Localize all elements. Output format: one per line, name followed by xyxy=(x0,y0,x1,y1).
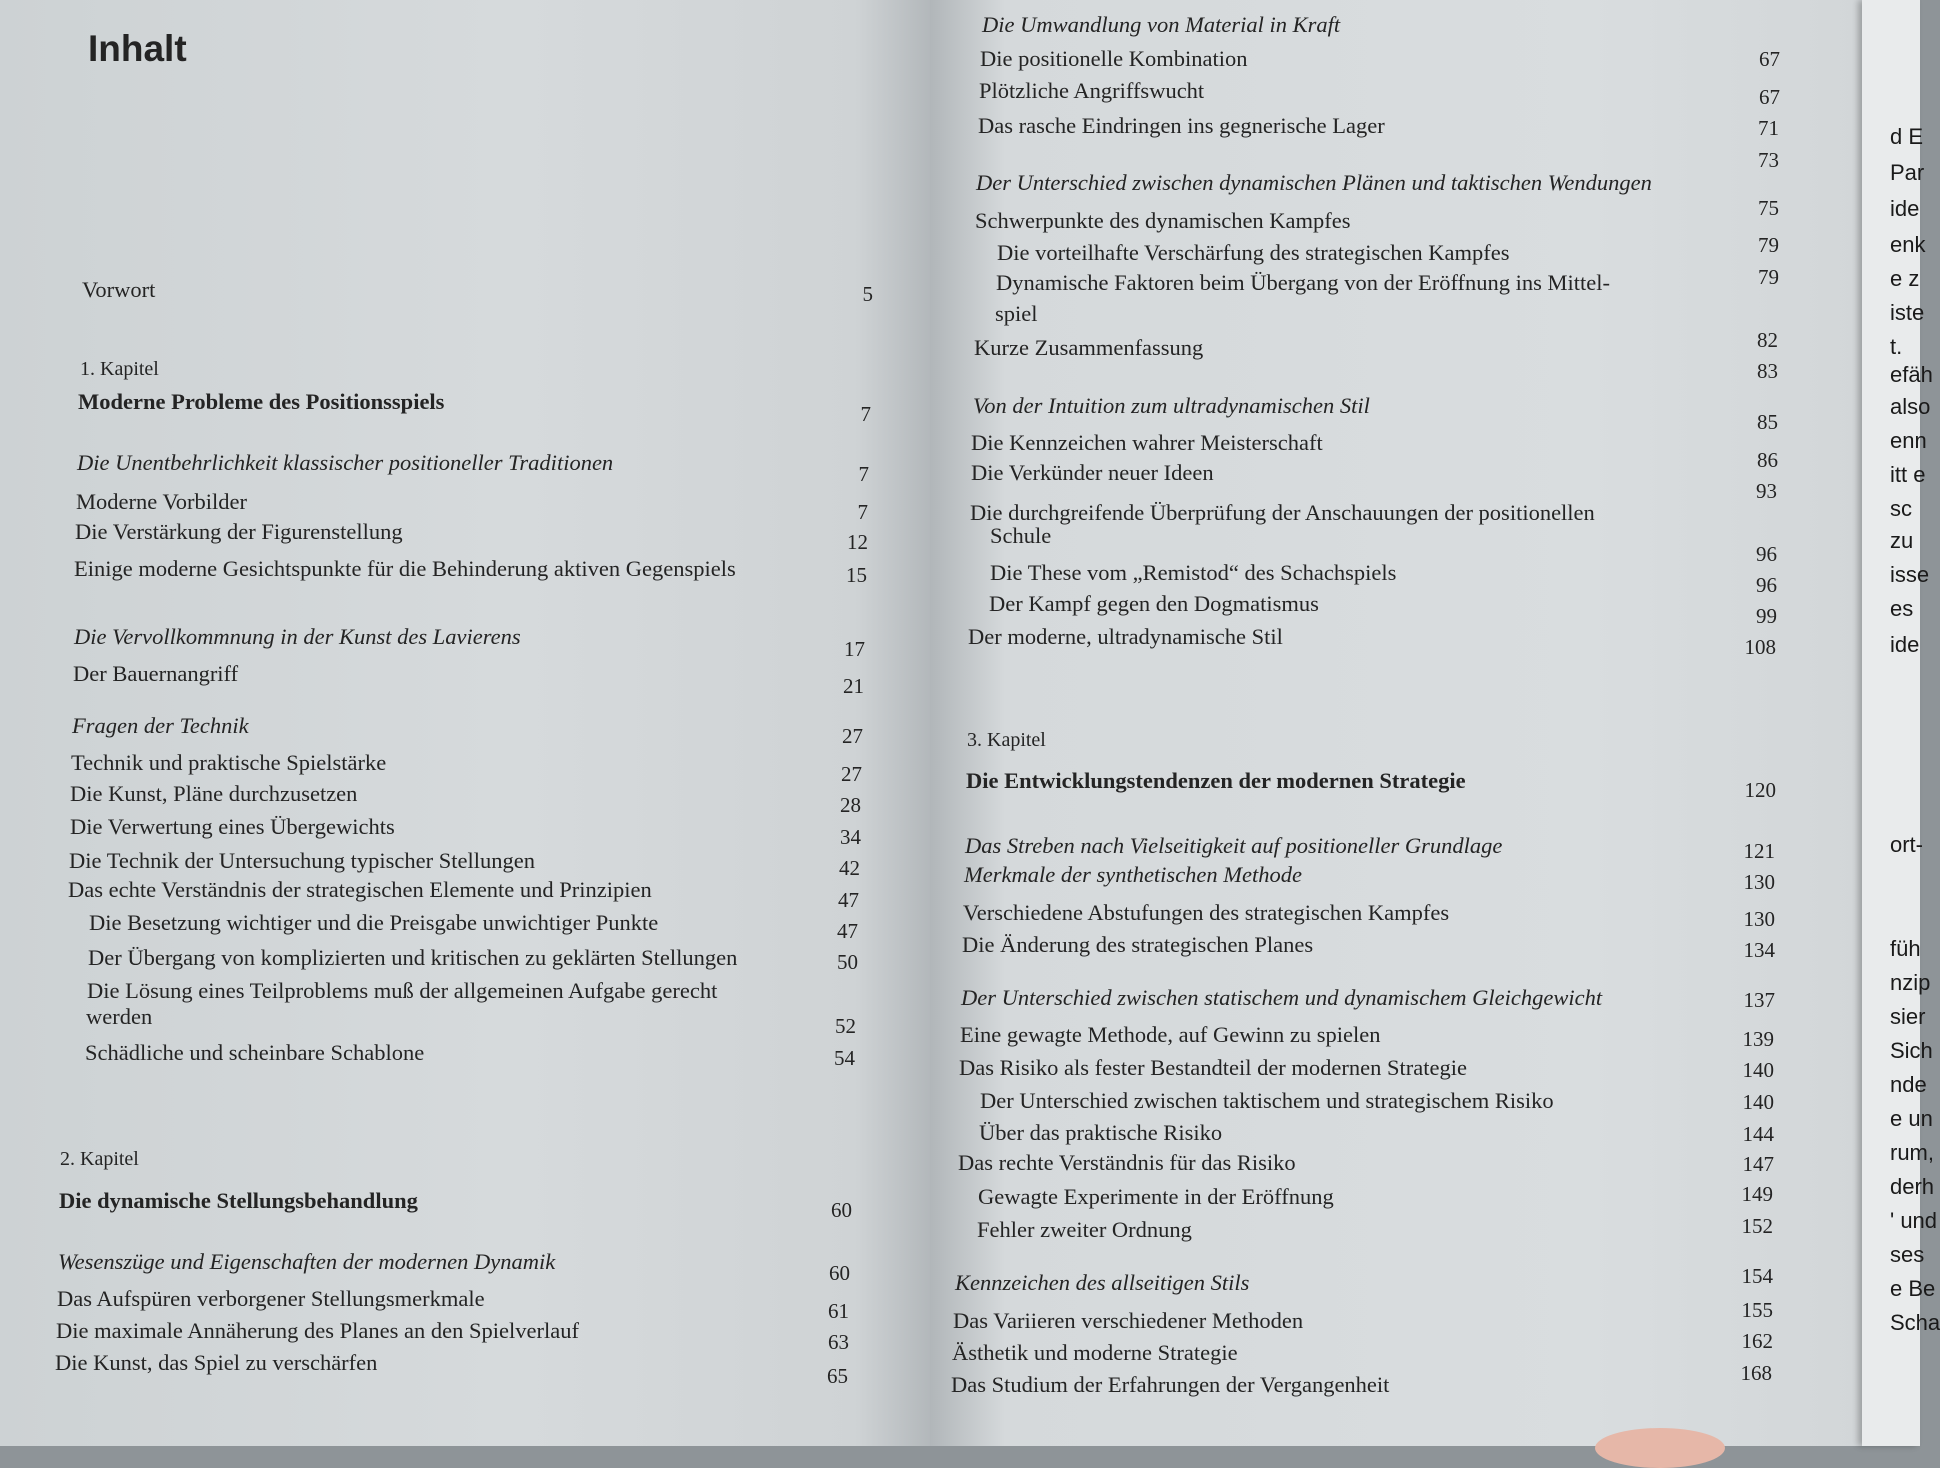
page-number: 130 xyxy=(1743,907,1775,931)
next-page-text-fragment: itt e xyxy=(1890,462,1926,487)
page-number: 108 xyxy=(1744,635,1776,659)
next-page-text-fragment: e Be xyxy=(1890,1276,1936,1301)
page-number: 27 xyxy=(841,762,862,786)
page-title: Inhalt xyxy=(88,28,187,69)
toc-entry: Das rechte Verständnis für das Risiko xyxy=(958,1150,1296,1175)
next-page-text-fragment: enn xyxy=(1890,428,1927,453)
toc-entry: Das Studium der Erfahrungen der Vergangenheit xyxy=(951,1372,1390,1397)
next-page-text-fragment: Sich xyxy=(1890,1038,1933,1063)
next-page-text-fragment: ide xyxy=(1890,632,1920,657)
toc-entry: Die Lösung eines Teilproblems muß der allgemeinen Aufgabe gerecht xyxy=(87,978,718,1003)
toc-entry: spiel xyxy=(995,301,1038,326)
toc-entry: Eine gewagte Methode, auf Gewinn zu spielen xyxy=(960,1022,1381,1047)
toc-entry: Die positionelle Kombination xyxy=(980,46,1248,71)
toc-entry: Moderne Vorbilder xyxy=(76,489,248,514)
page-number: 42 xyxy=(839,856,860,880)
page-number: 96 xyxy=(1756,542,1777,566)
page-number: 147 xyxy=(1742,1152,1774,1176)
chapter-label: 3. Kapitel xyxy=(967,729,1046,751)
toc-entry: Das Variieren verschiedener Methoden xyxy=(953,1308,1304,1333)
next-page-text-fragment: Par xyxy=(1890,160,1925,185)
next-page-text-fragment: e z xyxy=(1890,266,1920,291)
toc-entry: Das Risiko als fester Bestandteil der modernen Strategie xyxy=(959,1055,1467,1080)
page-number: 50 xyxy=(837,950,858,974)
page-number: 140 xyxy=(1742,1090,1774,1114)
toc-entry: Die Verwertung eines Übergewichts xyxy=(70,814,395,839)
section-title: Die Umwandlung von Material in Kraft xyxy=(982,12,1341,37)
toc-entry: Die Verkünder neuer Ideen xyxy=(971,460,1214,485)
page-number: 140 xyxy=(1742,1058,1774,1082)
page-number: 134 xyxy=(1743,938,1775,962)
page-number: 67 xyxy=(1759,47,1780,71)
page-number: 65 xyxy=(827,1364,848,1388)
page-number: 73 xyxy=(1758,148,1779,172)
page-number: 79 xyxy=(1758,265,1779,289)
next-page-text-fragment: rum, xyxy=(1890,1140,1934,1165)
page-number: 12 xyxy=(847,530,868,554)
toc-entry: Der Kampf gegen den Dogmatismus xyxy=(989,591,1319,616)
page-number: 60 xyxy=(831,1198,852,1222)
section-title: Merkmale der synthetischen Methode xyxy=(964,862,1303,887)
page-number: 137 xyxy=(1743,988,1775,1012)
page-number: 61 xyxy=(828,1299,849,1323)
toc-entry: Die vorteilhafte Verschärfung des strategischen Kampfes xyxy=(997,240,1510,265)
page-number: 7 xyxy=(858,462,869,486)
toc-entry: Der Bauernangriff xyxy=(73,661,239,686)
toc-entry: Der moderne, ultradynamische Stil xyxy=(968,624,1283,649)
next-page-text-fragment: also xyxy=(1890,394,1931,419)
page-number: 7 xyxy=(857,500,868,524)
page-number: 83 xyxy=(1757,359,1778,383)
toc-entry: Das echte Verständnis der strategischen Elemente und Prinzipien xyxy=(68,877,652,902)
page-number: 154 xyxy=(1741,1264,1773,1288)
next-page-text-fragment: zu xyxy=(1890,528,1914,553)
next-page-text-fragment: Scha xyxy=(1890,1310,1940,1335)
section-title: Kennzeichen des allseitigen Stils xyxy=(955,1270,1250,1295)
page-number: 67 xyxy=(1759,85,1780,109)
page-number: 17 xyxy=(844,637,865,661)
page-number: 34 xyxy=(840,825,861,849)
next-page-text-fragment: iste xyxy=(1890,300,1925,325)
section-title: Wesenszüge und Eigenschaften der modernen Dynamik xyxy=(58,1249,556,1274)
toc-entry: Schwerpunkte des dynamischen Kampfes xyxy=(975,208,1351,233)
toc-entry: Verschiedene Abstufungen des strategischen Kampfes xyxy=(963,900,1450,925)
page-number: 5 xyxy=(862,282,873,306)
toc-entry: Das rasche Eindringen ins gegnerische Lager xyxy=(978,113,1385,138)
toc-entry: Plötzliche Angriffswucht xyxy=(979,78,1205,103)
next-page-text-fragment: ort- xyxy=(1890,832,1923,857)
thumb xyxy=(1595,1428,1725,1468)
toc-entry: Die Kennzeichen wahrer Meisterschaft xyxy=(971,430,1323,455)
next-page-text-fragment: es xyxy=(1890,596,1914,621)
page-number: 47 xyxy=(838,888,859,912)
page-number: 149 xyxy=(1741,1182,1773,1206)
page-number: 93 xyxy=(1756,479,1777,503)
section-title: Der Unterschied zwischen statischem und dynamischem Gleichgewicht xyxy=(961,985,1603,1010)
toc-entry: Die Technik der Untersuchung typischer Stellungen xyxy=(69,848,536,873)
toc-entry: Schädliche und scheinbare Schablone xyxy=(85,1040,425,1065)
page-number: 63 xyxy=(828,1330,849,1354)
page-number: 139 xyxy=(1742,1027,1774,1051)
page-number: 144 xyxy=(1742,1122,1774,1146)
next-page-text-fragment: isse xyxy=(1890,562,1930,587)
page-number: 99 xyxy=(1756,604,1777,628)
page-number: 120 xyxy=(1744,778,1776,802)
toc-entry: Der Übergang von komplizierten und kritischen zu geklärten Stellungen xyxy=(88,945,738,970)
page-number: 71 xyxy=(1758,116,1779,140)
toc-entry: Ästhetik und moderne Strategie xyxy=(952,1340,1238,1365)
chapter-label: 1. Kapitel xyxy=(80,358,159,380)
page-number: 28 xyxy=(840,793,861,817)
toc-entry: Einige moderne Gesichtspunkte für die Behinderung aktiven Gegenspiels xyxy=(74,556,736,581)
toc-entry: werden xyxy=(86,1004,153,1029)
page-number: 27 xyxy=(842,724,863,748)
section-title: Das Streben nach Vielseitigkeit auf positioneller Grundlage xyxy=(965,833,1503,858)
next-page-text-fragment: enk xyxy=(1890,232,1926,257)
next-page-text-fragment: ses xyxy=(1890,1242,1925,1267)
page-number: 15 xyxy=(846,563,867,587)
toc-entry: Die Besetzung wichtiger und die Preisgabe unwichtiger Punkte xyxy=(89,910,659,935)
next-page-text-fragment: füh xyxy=(1890,936,1921,961)
toc-entry: Die Verstärkung der Figurenstellung xyxy=(75,519,403,544)
section-title: Von der Intuition zum ultradynamischen Stil xyxy=(973,393,1370,418)
page-number: 75 xyxy=(1758,196,1779,220)
chapter-title: Die dynamische Stellungsbehandlung xyxy=(59,1188,418,1213)
page-number: 96 xyxy=(1756,573,1777,597)
page-number: 54 xyxy=(834,1046,855,1070)
chapter-label: 2. Kapitel xyxy=(60,1148,139,1170)
chapter-title: Die Entwicklungstendenzen der modernen Strategie xyxy=(966,768,1466,793)
page-number: 52 xyxy=(835,1014,856,1038)
next-page-text-fragment: efäh xyxy=(1890,362,1933,387)
page-number: 162 xyxy=(1741,1329,1773,1353)
page-number: 79 xyxy=(1758,233,1779,257)
page-number: 86 xyxy=(1757,448,1778,472)
section-title: Fragen der Technik xyxy=(72,713,249,738)
toc-entry: Der Unterschied zwischen taktischem und strategischem Risiko xyxy=(980,1088,1554,1113)
next-page-text-fragment: e un xyxy=(1890,1106,1933,1131)
section-title: Der Unterschied zwischen dynamischen Plänen und taktischen Wendungen xyxy=(976,170,1652,195)
page-number: 21 xyxy=(843,674,864,698)
page-number: 47 xyxy=(837,919,858,943)
toc-entry: Technik und praktische Spielstärke xyxy=(71,750,387,775)
page-number: 155 xyxy=(1741,1298,1773,1322)
toc-entry: Die Änderung des strategischen Planes xyxy=(962,932,1314,957)
next-page-text-fragment: ' und xyxy=(1890,1208,1938,1233)
toc-entry: Kurze Zusammenfassung xyxy=(974,335,1204,360)
toc-entry: Die durchgreifende Überprüfung der Anschauungen der positionellen xyxy=(970,500,1595,525)
toc-entry: Die These vom „Remistod“ des Schachspiels xyxy=(990,560,1397,585)
next-page-text-fragment: nde xyxy=(1890,1072,1927,1097)
toc-entry: Schule xyxy=(990,523,1052,548)
page-number: 7 xyxy=(860,402,871,426)
next-page-text-fragment: d E xyxy=(1890,124,1924,149)
chapter-title: Moderne Probleme des Positionsspiels xyxy=(78,389,445,414)
toc-entry: Über das praktische Risiko xyxy=(979,1120,1223,1145)
toc-entry: Das Aufspüren verborgener Stellungsmerkmale xyxy=(57,1286,485,1311)
next-page-text-fragment: sier xyxy=(1890,1004,1926,1029)
next-page-text-fragment: t. xyxy=(1890,334,1903,359)
next-page-text-fragment: ide xyxy=(1890,196,1920,221)
page-number: 121 xyxy=(1743,839,1775,863)
page-number: 168 xyxy=(1740,1361,1772,1385)
section-title: Die Unentbehrlichkeit klassischer positioneller Traditionen xyxy=(77,450,614,475)
toc-entry: Vorwort xyxy=(82,277,156,302)
toc-entry: Die maximale Annäherung des Planes an den Spielverlauf xyxy=(56,1318,579,1343)
toc-entry: Die Kunst, das Spiel zu verschärfen xyxy=(55,1350,378,1375)
toc-entry: Die Kunst, Pläne durchzusetzen xyxy=(70,781,358,806)
next-page-text-fragment: nzip xyxy=(1890,970,1931,995)
toc-entry: Dynamische Faktoren beim Übergang von der Eröffnung ins Mittel- xyxy=(996,270,1611,295)
toc-entry: Gewagte Experimente in der Eröffnung xyxy=(978,1184,1334,1209)
page-number: 152 xyxy=(1741,1214,1773,1238)
page-number: 82 xyxy=(1757,328,1778,352)
next-page-text-fragment: derh xyxy=(1890,1174,1935,1199)
next-page-text-fragment: sc xyxy=(1890,496,1912,521)
page-number: 85 xyxy=(1757,410,1778,434)
toc-entry: Fehler zweiter Ordnung xyxy=(977,1217,1192,1242)
page-number: 130 xyxy=(1743,870,1775,894)
page-number: 60 xyxy=(829,1261,850,1285)
section-title: Die Vervollkommnung in der Kunst des Lavierens xyxy=(74,624,521,649)
